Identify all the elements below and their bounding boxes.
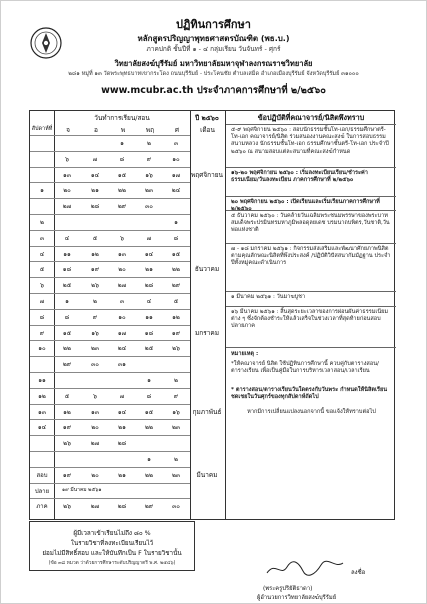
calendar-day: ๘ bbox=[119, 155, 125, 163]
term-line: ภาคปกติ ชั้นปีที่ ๑ - ๔ กลุ่มเรียน วันจันทร์ - ศุกร์ bbox=[146, 45, 281, 53]
program-subtitle: หลักสูตรปริญญาพุทธศาสตรบัณฑิต (พธ.บ.) bbox=[137, 34, 290, 43]
calendar-day: ๒๐ bbox=[91, 424, 99, 432]
calendar-day: ๙ bbox=[92, 313, 98, 321]
calendar-day: ๒ bbox=[174, 456, 178, 463]
calendar-day: ๑ bbox=[120, 140, 124, 147]
calendar-row bbox=[30, 498, 190, 512]
calendar-row bbox=[30, 261, 190, 275]
calendar-day: ๒๖ bbox=[63, 440, 71, 448]
calendar-day: ๒๑ bbox=[118, 471, 126, 479]
calendar-row bbox=[30, 214, 190, 228]
week-number: ๑ bbox=[40, 187, 44, 195]
calendar-day: ๖ bbox=[93, 392, 97, 400]
calendar-day: ๙ bbox=[146, 155, 152, 163]
remark-2: * ตารางสอน/ตารางเรียนวันใดตรงกับวันพระ กำหนดให้นิสิตเรียนชดเชยในวันศุกร์ของทุกสัปดาห์ถัดไป bbox=[231, 387, 388, 401]
calendar-row bbox=[30, 372, 190, 386]
calendar-day: ๑๕ bbox=[62, 329, 72, 337]
month-label: มกราคม bbox=[195, 328, 219, 337]
calendar-day: ๑๒ bbox=[91, 250, 99, 258]
note-item: ๗ - ๑๘ มกราคม ๒๕๖๑ : กิจกรรมส่งเสริมและพัฒนาศักยภาพนิสิตตามคุณลักษณะนิสิตที่พึงประสงค์ /ปฏิบัติวิปัสสนากัมมัฏฐาน ประจำปีทั้งหมู่คณะดำเนินการ bbox=[231, 246, 391, 267]
calendar-day: ๑๒ bbox=[63, 408, 71, 416]
week-number: ๑๓ bbox=[38, 408, 46, 416]
calendar-row bbox=[30, 451, 190, 465]
remark-3: หากมีการเปลี่ยนแปลงนอกจากนี้ ขอแจ้งให้ทราบต่อไป bbox=[247, 409, 376, 415]
calendar-day: ๓ bbox=[119, 298, 125, 305]
calendar-row bbox=[30, 151, 190, 165]
notes-panel bbox=[226, 111, 396, 521]
note-item: ๑๖ มีนาคม ๒๕๖๑ : สิ้นสุดระยะเวลาของการผ่อนผันค่าธรรมเนียมต่าง ๆ ซึ่งจักต้องชำระให้แล้วเสร็จในช่วงเวลาที่สุดท้ายก่อนสอบปลายภาค bbox=[231, 309, 389, 330]
calendar-day: ๒๔ bbox=[117, 345, 127, 353]
month-label: พฤศจิกายน bbox=[191, 170, 223, 179]
calendar-day: ๗ bbox=[92, 155, 98, 163]
notice-line-1: ผู้มีเวลาเข้าเรียนไม่ถึง ๘๐ % bbox=[73, 530, 151, 537]
calendar-day: ๒๙ bbox=[62, 361, 72, 369]
calendar-day: ๘ bbox=[64, 313, 70, 321]
calendar-day: ๒๓ bbox=[144, 187, 154, 195]
week-number: ๘ bbox=[39, 313, 45, 321]
website-semester-line: www.mcubr.ac.th ประจำภาคการศึกษาที่ ๒/๒๕๖๐ bbox=[101, 85, 326, 96]
week-number: ๖ bbox=[40, 282, 44, 290]
note-item: ๕ ธันวาคม ๒๕๖๐ : วันคล้ายวันเฉลิมพระชนมพรรษาของพระบาทสมเด็จพระปรมินทรมหาภูมิพลอดุลยเดช บรมนาถบพิตร,วันชาติ,วันพ่อแห่งชาติ bbox=[231, 213, 390, 234]
calendar-day: ๒๘ bbox=[117, 440, 127, 448]
note-item: ๕-๙ พฤศจิกายน ๒๕๖๐ : สอบนักธรรมชั้นโท-เอก/ธรรมศึกษาตรี-โท-เอก คณาจารย์/นิสิต ร่วมสนองงานคณะสงฆ์ ในการสอบธรรมสนามหลวง นักธรรมชั้นโท-เอก ธรรมศึกษาชั้นตรี-โท-เอก ประจำปี ๒๕๖๐ ณ สนามสอบแต่ละสนามที่คณะสงฆ์กำหนด bbox=[231, 127, 389, 155]
calendar-day: ๑๙ bbox=[62, 424, 72, 432]
calendar-row bbox=[30, 325, 190, 339]
calendar-row bbox=[30, 182, 190, 196]
month-label: มีนาคม bbox=[196, 470, 218, 479]
week-number: ๑๑ bbox=[38, 377, 46, 384]
calendar-year: ปี ๒๕๖๐ bbox=[195, 114, 219, 122]
calendar-day: ๑๐ bbox=[118, 313, 126, 321]
calendar-day: ๒๔ bbox=[171, 187, 181, 195]
calendar-day: ๗ bbox=[146, 234, 152, 242]
calendar-day: ๒๖ bbox=[172, 345, 180, 353]
calendar-day: ๑๑ bbox=[63, 250, 71, 258]
attendance-notice bbox=[29, 521, 195, 571]
calendar-head-label: วันทำการเรียน/สอน bbox=[94, 114, 150, 122]
calendar-day: ๑๔ bbox=[90, 171, 100, 179]
calendar-day: ๒ bbox=[147, 140, 151, 147]
month-column-header: เดือน bbox=[200, 126, 215, 134]
calendar-row bbox=[30, 356, 190, 370]
week-number: ๓ bbox=[39, 234, 45, 242]
calendar-day: ๒๕ bbox=[144, 345, 154, 353]
calendar-row bbox=[30, 135, 190, 149]
calendar-day: ๑๗ bbox=[171, 171, 181, 179]
day-header: อ bbox=[94, 126, 98, 134]
calendar-day: ๑๙ bbox=[90, 266, 100, 274]
calendar-day: ๑๒ bbox=[172, 313, 180, 321]
week-number: ๔ bbox=[39, 250, 45, 258]
calendar-day: ๒๐ bbox=[63, 187, 71, 195]
calendar-day: ๒๑ bbox=[118, 424, 126, 432]
note-item: ๑ มีนาคม ๒๕๖๑ : วันมาฆบูชา bbox=[231, 294, 306, 300]
week-number: ๑๒ bbox=[38, 392, 46, 400]
calendar-day: ๒๘ bbox=[144, 282, 154, 290]
calendar-day: ๕ bbox=[173, 298, 179, 305]
calendar-day: ๒๗ bbox=[117, 282, 127, 290]
remark-label: หมายเหตุ : bbox=[231, 351, 259, 357]
calendar-day: ๗ bbox=[119, 392, 125, 400]
calendar-day: ๒๑ bbox=[145, 266, 153, 274]
calendar-day: ๑๓ bbox=[91, 408, 99, 416]
calendar-day: ๑๕ bbox=[117, 171, 127, 179]
notes-title: ข้อปฏิบัติที่คณาจารย์/นิสิตพึงทราบ bbox=[257, 113, 365, 122]
calendar-day: ๒๖ bbox=[63, 503, 71, 511]
calendar-day: ๒๙ bbox=[117, 203, 127, 211]
calendar-day: ๓ bbox=[173, 140, 179, 147]
calendar-day: ๓๑ bbox=[118, 361, 126, 369]
college-address: ๒๘๑ หมู่ที่ ๑๓ วัดพระพุทธบาทเขากระโดง ถนนบุรีรัมย์ - ประโคนชัย ตำบลเสม็ด อำเภอเมืองบุรีรัมย์ จังหวัดบุรีรัมย์ ๓๑๐๐๐ bbox=[68, 71, 359, 77]
calendar-day: ๑๙ bbox=[62, 471, 72, 479]
calendar-day: ๑๔ bbox=[144, 250, 154, 258]
calendar-row bbox=[30, 293, 190, 307]
calendar-day: ๖ bbox=[120, 234, 124, 242]
calendar-day: ๘ bbox=[146, 392, 152, 400]
calendar-day: ๑๓ bbox=[118, 250, 126, 258]
day-header: ศ bbox=[174, 126, 180, 134]
calendar-day: ๒ bbox=[174, 377, 178, 384]
calendar-day: ๑๕ bbox=[171, 250, 181, 258]
calendar-day: ๑๔ bbox=[117, 408, 127, 416]
calendar-row bbox=[30, 198, 190, 212]
week-column-header: สัปดาห์ที่ bbox=[31, 126, 53, 132]
signature-block bbox=[233, 561, 383, 601]
note-item: ๒๐ พฤศจิกายน ๒๕๖๐ : เปิดเรียนและเริ่มเรียนภาคการศึกษาที่ ๒/๒๕๖๐ bbox=[231, 199, 380, 213]
note-item: ๑๖-๒๐ พฤศจิกายน ๒๕๖๐ : เริ่มลงทะเบียนเรียน/ชำระค่าธรรมเนียม/วันลงทะเบียน ภาคการศึกษาที่ ๒/๒๕๖๐ bbox=[231, 170, 368, 184]
calendar-row bbox=[30, 309, 190, 323]
week-number: ๗ bbox=[39, 298, 45, 305]
day-header: พฤ bbox=[145, 126, 155, 134]
calendar-day: ๒๒ bbox=[145, 471, 153, 479]
week-number: ๑๐ bbox=[38, 345, 46, 353]
calendar-day: ๒๓ bbox=[90, 345, 100, 353]
calendar-day: ๑ bbox=[147, 377, 151, 384]
calendar-day: ๑๘ bbox=[62, 266, 72, 274]
calendar-day: ๒๓ bbox=[171, 424, 181, 432]
week-number: ๙ bbox=[39, 329, 45, 337]
calendar-day: ๒๐ bbox=[118, 266, 126, 274]
week-number: ๒ bbox=[40, 219, 44, 226]
calendar-day: ๔ bbox=[64, 234, 70, 242]
calendar-day: ๒๘ bbox=[117, 503, 127, 511]
calendar-day: ๒๒ bbox=[63, 345, 71, 353]
calendar-day: ๔ bbox=[146, 298, 152, 305]
calendar-row bbox=[30, 404, 190, 418]
calendar-day: ๒๖ bbox=[91, 282, 99, 290]
calendar-day: ๑๖ bbox=[91, 329, 99, 337]
calendar-day: ๒๐ bbox=[91, 471, 99, 479]
signer-position: ผู้อำนวยการวิทยาลัยสงฆ์บุรีรัมย์ bbox=[257, 595, 337, 601]
calendar-day: ๑๕ bbox=[144, 408, 154, 416]
calendar-row bbox=[30, 419, 190, 433]
month-label: ธันวาคม bbox=[194, 265, 220, 274]
calendar-day: ๑๗ bbox=[117, 329, 127, 337]
calendar-day: ๕ bbox=[92, 234, 98, 242]
college-name: วิทยาลัยสงฆ์บุรีรัมย์ มหาวิทยาลัยมหาจุฬาลงกรณราชวิทยาลัย bbox=[114, 59, 313, 68]
calendar-day: ๑๖ bbox=[145, 171, 153, 179]
calendar-table bbox=[29, 110, 395, 520]
calendar-day: ๑๙ มีนาคม ๒๕๖๑ bbox=[62, 486, 102, 493]
notice-line-2: ในรายวิชาที่ลงทะเบียนเรียนไว้ bbox=[70, 540, 154, 547]
calendar-row bbox=[30, 467, 190, 481]
calendar-day: ๑ bbox=[174, 219, 178, 226]
calendar-day: ๒๕ bbox=[62, 282, 72, 290]
signer-name: (พระครูปริยัติธาดา) bbox=[263, 586, 313, 592]
calendar-day: ๒๗ bbox=[62, 203, 72, 211]
calendar-day: ๙ bbox=[173, 392, 179, 400]
calendar-day: ๒๗ bbox=[90, 503, 100, 511]
calendar-day: ๑๘ bbox=[144, 329, 154, 337]
week-number: ๑๔ bbox=[37, 424, 47, 432]
document-title: ปฏิทินการศึกษา bbox=[176, 18, 251, 31]
calendar-day: ๒๙ bbox=[171, 282, 181, 290]
notice-line-4: (ข้อ ๓๘ หมวด ว่าด้วยการศึกษาระดับปริญญาตรี พ.ศ. ๒๕๔๖) bbox=[48, 561, 176, 566]
day-header: จ bbox=[66, 126, 70, 134]
calendar-row bbox=[30, 388, 190, 402]
document-header bbox=[21, 13, 406, 99]
calendar-day: ๑ bbox=[147, 456, 151, 463]
week-number: ภาค bbox=[36, 503, 48, 511]
calendar-day: ๑๖ bbox=[172, 408, 180, 416]
calendar-day: ๘ bbox=[173, 234, 179, 242]
calendar-day: ๒๒ bbox=[118, 187, 126, 195]
calendar-day: ๒๑ bbox=[91, 187, 99, 195]
calendar-day: ๓๐ bbox=[91, 361, 99, 369]
week-number: ปลาย bbox=[34, 487, 50, 495]
calendar-day: ๒๒ bbox=[145, 424, 153, 432]
calendar-row bbox=[30, 246, 190, 260]
calendar-day: ๖ bbox=[65, 155, 69, 163]
calendar-row bbox=[30, 167, 190, 181]
remark-1: *ให้คณาจารย์ นิสิต ใช้ปฏิทินการศึกษานี้ ควบคู่กับตารางสอน/ตารางเรียน เพื่อเป็นคู่มือในการบริหารเวลาสอน/เวลาเรียน bbox=[231, 361, 379, 375]
calendar-row bbox=[30, 340, 190, 354]
calendar-day: ๑๙ bbox=[171, 329, 181, 337]
calendar-day: ๑๐ bbox=[172, 155, 180, 163]
notice-line-3: ย่อมไม่มีสิทธิ์สอบ และให้บันทึกเป็น F ในรายวิชานั้น bbox=[42, 550, 182, 557]
calendar-day: ๒๙ bbox=[144, 503, 154, 511]
calendar-day: ๓๐ bbox=[145, 203, 153, 211]
calendar-row bbox=[30, 435, 190, 449]
calendar-day: ๕ bbox=[64, 392, 70, 400]
calendar-day: ๑๑ bbox=[145, 313, 153, 321]
signature-image bbox=[265, 559, 345, 579]
signature-label: ลงชื่อ bbox=[351, 569, 366, 576]
calendar-day: ๒ bbox=[93, 298, 97, 305]
calendar-day: ๒๒ bbox=[172, 266, 180, 274]
calendar-day: ๑ bbox=[65, 298, 69, 305]
month-label: กุมภาพันธ์ bbox=[192, 407, 222, 416]
day-header: พ bbox=[120, 126, 126, 134]
week-number: ๕ bbox=[39, 266, 45, 274]
calendar-day: ๓๐ bbox=[172, 503, 180, 511]
calendar-day: ๑๓ bbox=[63, 171, 71, 179]
calendar-day: ๒๓ bbox=[171, 471, 181, 479]
calendar-row bbox=[30, 277, 190, 291]
calendar-row bbox=[30, 230, 190, 244]
calendar-row bbox=[30, 483, 190, 497]
week-number: สอบ bbox=[36, 471, 48, 479]
calendar-day: ๒๗ bbox=[90, 440, 100, 448]
calendar-day: ๒๘ bbox=[90, 203, 100, 211]
